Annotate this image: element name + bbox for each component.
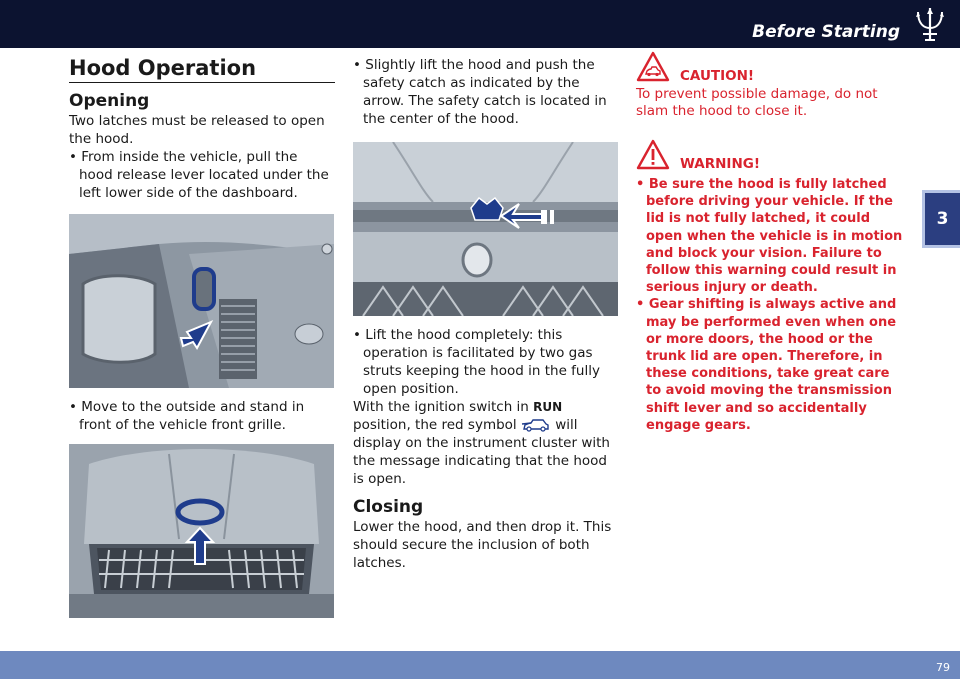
page-title: Hood Operation (69, 56, 335, 83)
bullet-move-outside: • Move to the outside and stand in front of the vehicle front grille. (69, 398, 335, 434)
chapter-tab[interactable]: 3 (922, 190, 960, 248)
warning-item: • Be sure the hood is fully latched before driving your vehicle. If the lid is not fully latched, it could open when the vehicle is in motion and block your vision. Failure to follow this warning could result in serious injury or death. (636, 176, 906, 296)
page-number: 79 (936, 661, 950, 674)
hood-open-car-icon (521, 418, 551, 432)
bullet-lift-hood: • Slightly lift the hood and push the safety catch as indicated by the arrow. The safety catch is located in the center of the hood. (353, 56, 618, 128)
run-label: RUN (533, 400, 563, 414)
warning-header (636, 138, 906, 172)
ignition-paragraph (353, 398, 618, 488)
subheading-opening: Opening (69, 91, 150, 111)
warning-title: WARNING! (680, 156, 760, 172)
bullet-pull-lever: • From inside the vehicle, pull the hood release lever located under the left lower side of the dashboard. (69, 148, 335, 202)
warning-icon (636, 139, 670, 171)
caution-title: CAUTION! (680, 68, 755, 84)
trident-logo-icon (912, 6, 948, 44)
caution-text: To prevent possible damage, do not slam the hood to close it. (636, 86, 878, 119)
ignition-text-1: With the ignition switch in (353, 399, 534, 415)
column-3 (636, 50, 906, 434)
front-grille-photo (69, 444, 334, 618)
column-1 (69, 56, 335, 628)
warning-item: • Gear shifting is always active and may be performed even when one or more doors, the hood or the trunk lid are open. Therefore, in these conditions, take great care to avoid moving the transmission shift lever and so accidentally engage gears. (636, 296, 906, 434)
caution-car-icon (636, 51, 670, 83)
header-bar (0, 0, 960, 48)
footer-bar (0, 651, 960, 679)
closing-text: Lower the hood, and then drop it. This should secure the inclusion of both latches. (353, 519, 612, 571)
column-2 (353, 56, 618, 572)
opening-intro: Two latches must be released to open the hood. (69, 113, 325, 147)
bullet-lift-completely: • Lift the hood completely: this operation is facilitated by two gas struts keeping the hood in the fully open position. (353, 326, 618, 398)
ignition-text-2: position, the red symbol (353, 417, 521, 433)
warning-list (636, 176, 906, 434)
ignition-text-3: will display on the instrument cluster with the message indicating that the hood is open. (353, 417, 610, 487)
safety-catch-photo (353, 142, 618, 316)
dashboard-lever-photo (69, 214, 334, 388)
subheading-closing: Closing (353, 497, 424, 517)
caution-header (636, 50, 906, 84)
section-title: Before Starting (752, 22, 900, 42)
